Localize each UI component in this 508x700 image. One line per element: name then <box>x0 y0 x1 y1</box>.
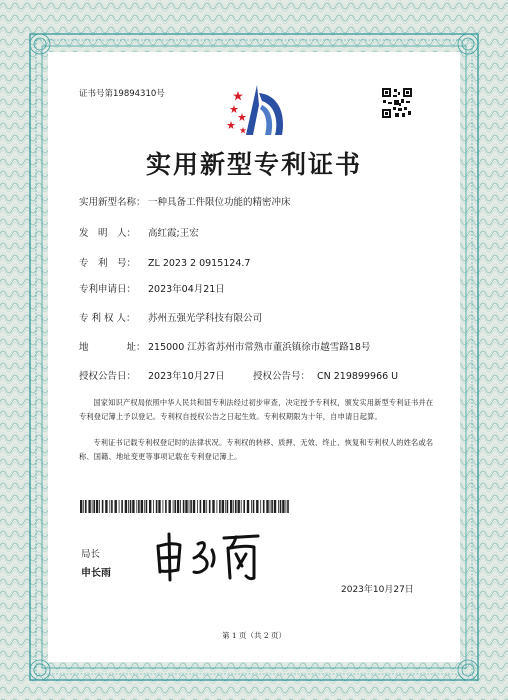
grant-date-value: 2023年10月27日 <box>148 371 225 382</box>
utility-model-name-value: 一种具备工件限位功能的精密冲床 <box>148 197 291 208</box>
inventor-value: 高红霞;王宏 <box>148 228 199 239</box>
grant-number-label: 授权公告号： <box>253 371 311 382</box>
certificate-number: 证书号第19894310号 <box>79 89 165 99</box>
barcode-icon <box>80 500 290 513</box>
filing-date-label: 专利申请日： <box>79 284 137 295</box>
address-label: 地 址： <box>79 342 146 353</box>
patent-number-value: ZL 2023 2 0915124.7 <box>148 258 251 269</box>
page-title: 实用新型专利证书 <box>145 150 362 179</box>
director-name: 申长雨 <box>81 568 111 579</box>
patent-number-label: 专 利 号： <box>79 258 137 269</box>
utility-model-name-label: 实用新型名称： <box>79 197 146 208</box>
sign-date: 2023年10月27日 <box>341 585 414 595</box>
grant-number-value: CN 219899966 U <box>317 371 399 382</box>
page-number: 第 1 页（共 2 页） <box>221 631 287 640</box>
body-paragraph-1: 国家知识产权局依照中华人民共和国专利法经过初步审查，决定授予专利权，颁发实用新型专利证书并在专利登记簿上予以登记。专利权自授权公告之日起生效。专利权期限为十年，自申请日起算。 <box>79 398 434 421</box>
address-value: 215000 江苏省苏州市常熟市董浜镇徐市越雪路18号 <box>148 342 371 353</box>
patentee-label: 专 利 权 人： <box>79 313 136 324</box>
inventor-label: 发 明 人： <box>79 228 137 239</box>
patentee-value: 苏州五强光学科技有限公司 <box>148 313 263 324</box>
director-title: 局长 <box>81 549 101 560</box>
grant-date-label: 授权公告日： <box>79 371 137 382</box>
director-signature <box>150 528 270 584</box>
filing-date-value: 2023年04月21日 <box>148 284 225 295</box>
cnipa-emblem-icon <box>224 83 290 141</box>
body-paragraph-2: 专利证书记载专利权登记时的法律状况。专利权的转移、质押、无效、终止、恢复和专利权人的姓名或名称、国籍、地址变更等事项记载在专利登记簿上。 <box>79 438 434 461</box>
qr-code-icon <box>382 88 412 118</box>
